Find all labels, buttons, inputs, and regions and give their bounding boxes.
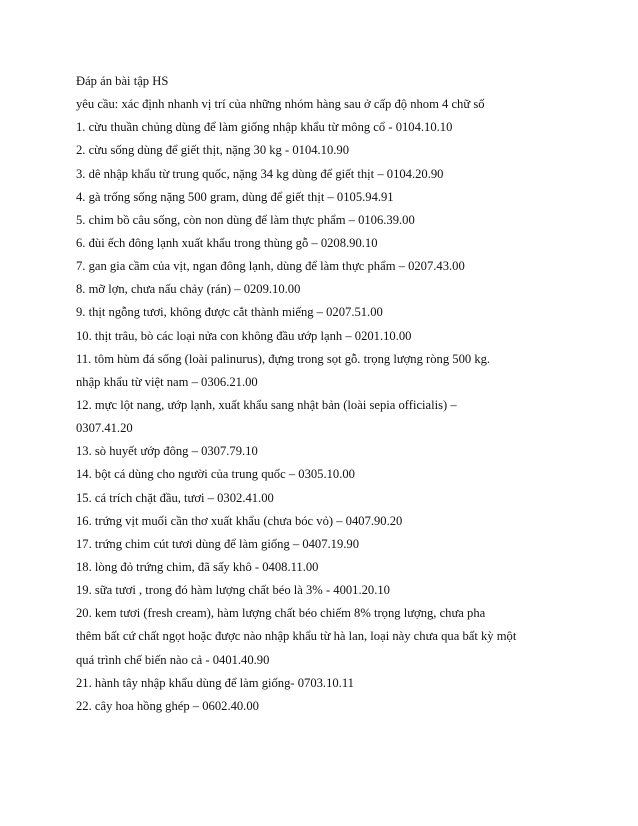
document-text [76,70,576,718]
exercise-item-5: 5. chim bồ câu sống, còn non dùng để làm thực phẩm – 0106.39.00 [76,212,415,227]
exercise-item-20: 20. kem tươi (fresh cream), hàm lượng chất béo chiếm 8% trọng lượng, chưa pha [76,606,486,621]
document-title: Đáp án bài tập HS [76,74,169,88]
exercise-item-1: 1. cừu thuần chủng dùng để làm giống nhập khẩu từ mông cổ - 0104.10.10 [76,120,453,135]
exercise-item-11: 11. tôm hùm đá sống (loài palinurus), đựng trong sọt gỗ. trọng lượng ròng 500 kg. [76,351,491,366]
exercise-item-22: 22. cây hoa hồng ghép – 0602.40.00 [76,698,259,713]
exercise-item-3: 3. dê nhập khẩu từ trung quốc, nặng 34 kg dùng để giết thịt – 0104.20.90 [76,166,444,181]
exercise-item-21: 21. hành tây nhập khẩu dùng để làm giống- 0703.10.11 [76,675,354,690]
exercise-item-15: 15. cá trích chặt đầu, tươi – 0302.41.00 [76,490,274,505]
exercise-item-13: 13. sò huyết ướp đông – 0307.79.10 [76,444,258,459]
exercise-item-12-cont: 0307.41.20 [76,421,133,436]
exercise-item-7: 7. gan gia cầm của vịt, ngan đông lạnh, dùng để làm thực phẩm – 0207.43.00 [76,259,465,274]
exercise-item-18: 18. lòng đỏ trứng chim, đã sấy khô - 0408.11.00 [76,559,319,574]
exercise-item-8: 8. mỡ lợn, chưa nấu chảy (rán) – 0209.10.00 [76,282,301,297]
exercise-item-12: 12. mực lột nang, ướp lạnh, xuất khẩu sang nhật bản (loài sepia officialis) – [76,397,457,412]
exercise-item-10: 10. thịt trâu, bò các loại nửa con không đầu ướp lạnh – 0201.10.00 [76,328,412,343]
exercise-item-14: 14. bột cá dùng cho người của trung quốc – 0305.10.00 [76,467,355,482]
exercise-item-2: 2. cừu sống dùng để giết thịt, nặng 30 kg - 0104.10.90 [76,143,350,158]
exercise-item-20-cont: quá trình chế biến nào cả - 0401.40.90 [76,652,270,667]
exercise-item-9: 9. thịt ngỗng tươi, không được cắt thành miếng – 0207.51.00 [76,305,383,320]
exercise-item-4: 4. gà trống sống nặng 500 gram, dùng để giết thịt – 0105.94.91 [76,189,394,204]
instruction-line: yêu cầu: xác định nhanh vị trí của những nhóm hàng sau ở cấp độ nhom 4 chữ số [76,97,485,112]
exercise-item-20-cont: thêm bất cứ chất ngọt hoặc được nào nhập khẩu từ hà lan, loại này chưa qua bất kỳ một [76,629,517,644]
exercise-item-19: 19. sữa tươi , trong đó hàm lượng chất béo là 3% - 4001.20.10 [76,583,390,598]
exercise-item-11-cont: nhập khẩu từ việt nam – 0306.21.00 [76,374,258,389]
exercise-item-17: 17. trứng chim cút tươi dùng để làm giống – 0407.19.90 [76,536,360,551]
exercise-item-16: 16. trứng vịt muối cần thơ xuất khẩu (chưa bóc vỏ) – 0407.90.20 [76,513,403,528]
exercise-item-6: 6. đùi ếch đông lạnh xuất khẩu trong thùng gỗ – 0208.90.10 [76,235,378,250]
